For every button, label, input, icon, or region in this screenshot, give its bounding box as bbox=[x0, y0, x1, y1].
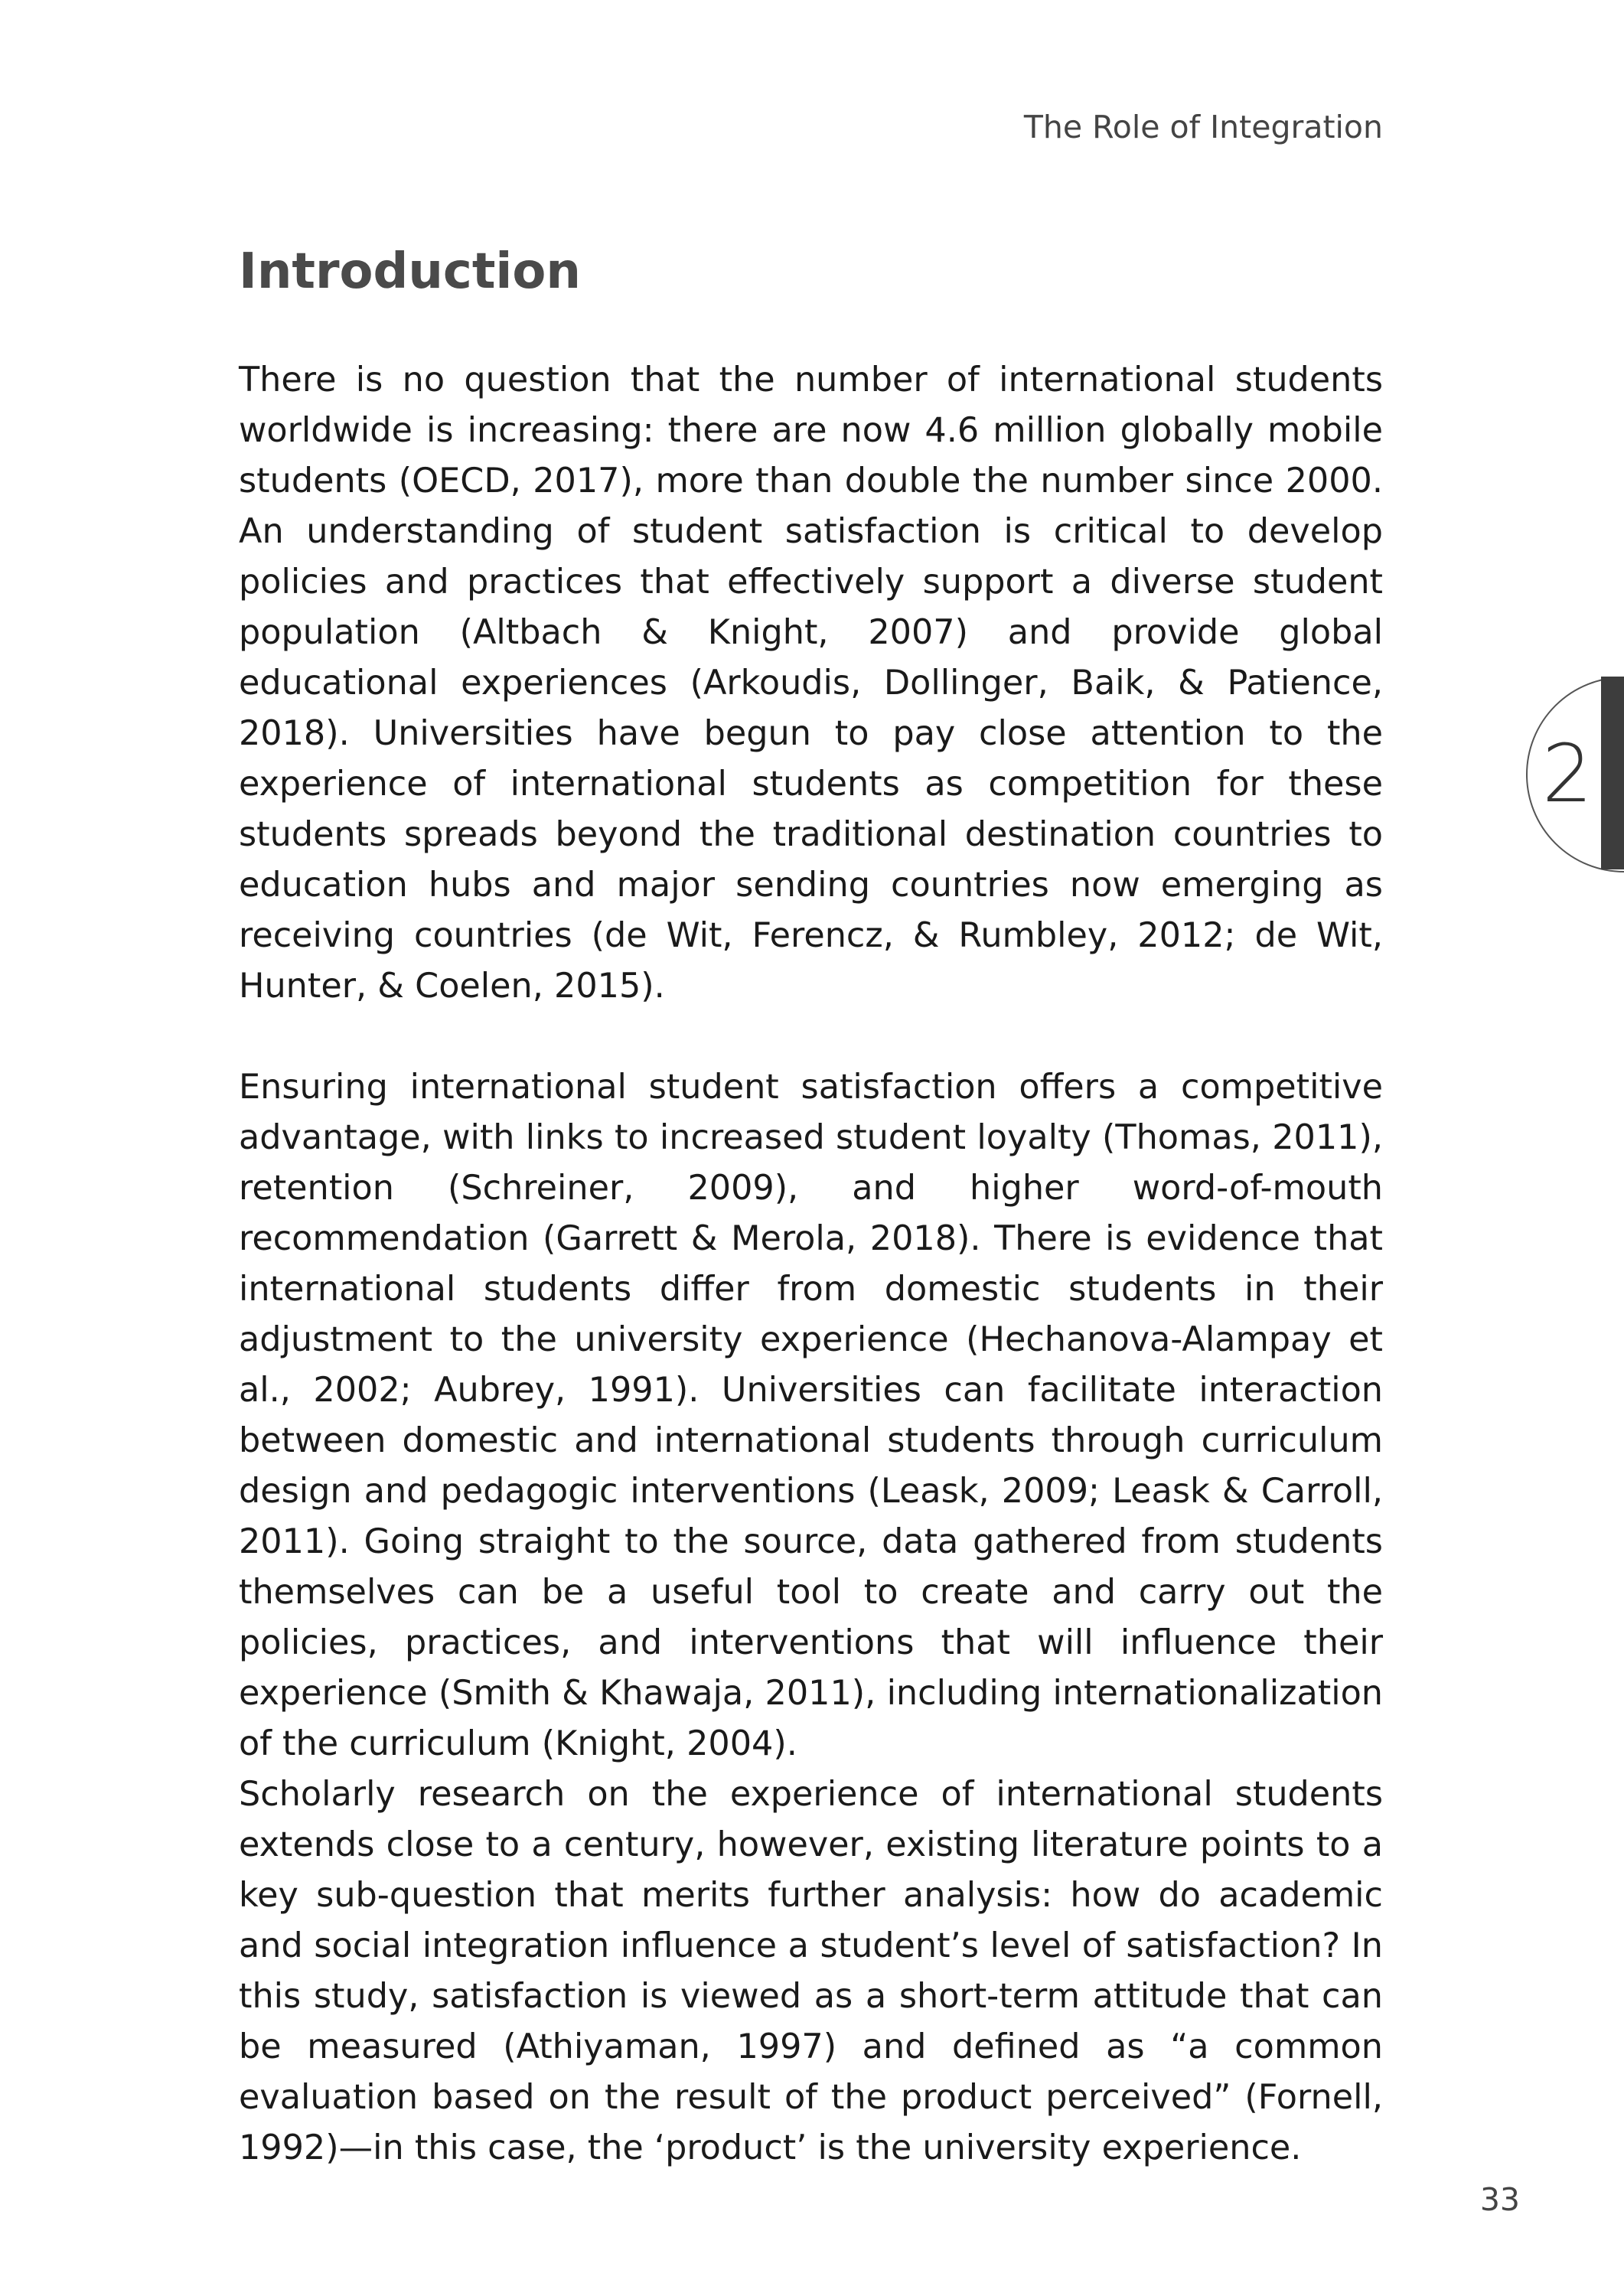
paragraph: There is no question that the number of international students worldwide is increasing: there are now 4.6 million globally mobile students (OECD, 2017), more than double the number since 2000. An understanding of student satisfaction is critical to develop policies and practices that effectively support a diverse student population (Altbach & Knight, 2007) and provide global educational experiences (Arkoudis, Dollinger, Baik, & Patience, 2018). Universities have begun to pay close attention to the experience of international students as competition for these students spreads beyond the traditional destination countries to education hubs and major sending countries now emerging as receiving countries (de Wit, Ferencz, & Rumbley, 2012; de Wit, Hunter, & Coelen, 2015). bbox=[239, 360, 1383, 1006]
running-header: The Role of Integration bbox=[1023, 109, 1383, 145]
page-number: 33 bbox=[1479, 2181, 1520, 2218]
paragraph: Scholarly research on the experience of international students extends close to a century, however, existing literature points to a key sub-question that merits further analysis: how do academic and social integration influence a student’s level of satisfaction? In this study, satisfaction is viewed as a short-term attitude that can be measured (Athiyaman, 1997) and defined as “a common evaluation based on the result of the product perceived” (Fornell, 1992)—in this case, the ‘product’ is the university experience. bbox=[239, 1775, 1383, 2167]
body-text bbox=[239, 355, 1383, 2174]
section-heading: Introduction bbox=[239, 243, 581, 300]
paragraph: Ensuring international student satisfaction offers a competitive advantage, with links to increased student loyalty (Thomas, 2011), retention (Schreiner, 2009), and higher word-of-mouth recommendation (Garrett & Merola, 2018). There is evidence that international students differ from domestic students in their adjustment to the university experience (Hechanova-Alampay et al., 2002; Aubrey, 1991). Universities can facilitate interaction between domestic and international students through curriculum design and pedagogic interventions (Leask, 2009; Leask & Carroll, 2011). Going straight to the source, data gathered from students themselves can be a useful tool to create and carry out the policies, practices, and interventions that will influence their experience (Smith & Khawaja, 2011), including internationalization of the curriculum (Knight, 2004). bbox=[239, 1068, 1383, 1763]
chapter-number: 2 bbox=[1541, 727, 1593, 820]
